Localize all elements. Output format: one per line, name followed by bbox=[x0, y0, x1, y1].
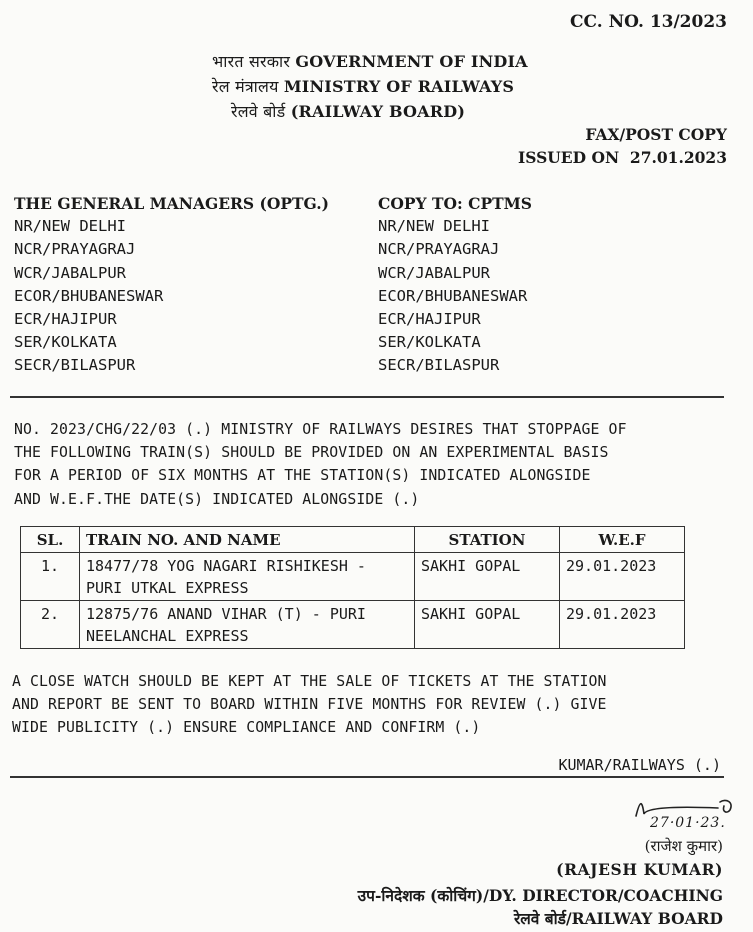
list-item: ECOR/BHUBANESWAR bbox=[378, 286, 528, 305]
issued-on bbox=[518, 148, 727, 167]
list-item: SECR/BILASPUR bbox=[14, 356, 136, 375]
table-row bbox=[21, 553, 685, 601]
cell-wef: 29.01.2023 bbox=[560, 553, 685, 601]
list-item: NR/NEW DELHI bbox=[378, 217, 490, 236]
issued-label: ISSUED ON bbox=[517, 148, 620, 167]
list-item: NR/NEW DELHI bbox=[14, 217, 126, 236]
list-item: ECR/HAJIPUR bbox=[14, 310, 117, 329]
divider-bottom bbox=[10, 776, 724, 778]
cell-station: SAKHI GOPAL bbox=[415, 601, 560, 649]
header-railway-board: (RAILWAY BOARD) bbox=[290, 102, 466, 121]
list-item: NCR/PRAYAGRAJ bbox=[378, 240, 500, 259]
header-govt-of-india: GOVERNMENT OF INDIA bbox=[295, 52, 528, 71]
list-item: WCR/JABALPUR bbox=[378, 263, 490, 282]
paragraph-line: A CLOSE WATCH SHOULD BE KEPT AT THE SALE OF TICKETS AT THE STATION bbox=[12, 673, 607, 690]
signatory-office: रेलवे बोर्ड/RAILWAY BOARD bbox=[513, 909, 723, 928]
signatory-name: (RAJESH KUMAR) bbox=[556, 860, 723, 879]
paragraph-line: THE FOLLOWING TRAIN(S) SHOULD BE PROVIDED ON AN EXPERIMENTAL BASIS bbox=[14, 444, 609, 462]
paragraph-line: AND REPORT BE SENT TO BOARD WITHIN FIVE MONTHS FOR REVIEW (.) GIVE bbox=[12, 696, 607, 714]
header-line-3 bbox=[231, 100, 465, 122]
divider-top bbox=[10, 396, 724, 398]
col-header-sl: SL. bbox=[21, 527, 80, 553]
cell-train bbox=[80, 601, 415, 649]
header-hindi-govt: भारत सरकार bbox=[212, 52, 291, 71]
fax-post-copy: FAX/POST COPY bbox=[585, 125, 727, 144]
col-header-station: STATION bbox=[415, 527, 560, 553]
col-header-train: TRAIN NO. AND NAME bbox=[80, 527, 415, 553]
header-hindi-ministry: रेल मंत्रालय bbox=[212, 77, 279, 96]
list-item: SER/KOLKATA bbox=[378, 333, 481, 352]
paragraph-line: AND W.E.F.THE DATE(S) INDICATED ALONGSIDE (.) bbox=[14, 490, 420, 508]
copy-to-list bbox=[378, 192, 532, 378]
paragraph-line: NO. 2023/CHG/22/03 (.) MINISTRY OF RAILWAYS DESIRES THAT STOPPAGE OF bbox=[14, 421, 627, 438]
train-name-line: NEELANCHAL EXPRESS bbox=[86, 627, 249, 645]
table-header-row bbox=[21, 527, 685, 553]
signatory-designation: उप-निदेशक (कोचिंग)/DY. DIRECTOR/COACHING bbox=[357, 886, 723, 905]
train-name-line: 12875/76 ANAND VIHAR (T) - PURI bbox=[86, 605, 366, 623]
body-paragraph-1 bbox=[14, 418, 627, 511]
list-item: SECR/BILASPUR bbox=[378, 356, 500, 375]
list-item: SER/KOLKATA bbox=[14, 333, 117, 352]
cell-train bbox=[80, 553, 415, 601]
circular-number: CC. NO. 13/2023 bbox=[570, 12, 727, 32]
cell-station: SAKHI GOPAL bbox=[415, 553, 560, 601]
cell-sl: 2. bbox=[21, 601, 80, 649]
to-addressee-list bbox=[14, 192, 329, 378]
list-item: ECR/HAJIPUR bbox=[378, 310, 481, 329]
list-item: WCR/JABALPUR bbox=[14, 263, 126, 282]
table-row bbox=[21, 601, 685, 649]
train-name-line: 18477/78 YOG NAGARI RISHIKESH - bbox=[86, 557, 366, 575]
body-paragraph-2 bbox=[12, 670, 607, 740]
to-heading: THE GENERAL MANAGERS (OPTG.) bbox=[14, 194, 329, 213]
header-line-2 bbox=[212, 75, 514, 97]
train-table bbox=[20, 526, 685, 649]
col-header-wef: W.E.F bbox=[560, 527, 685, 553]
train-name-line: PURI UTKAL EXPRESS bbox=[86, 579, 249, 597]
header-ministry-of-railways: MINISTRY OF RAILWAYS bbox=[283, 77, 515, 96]
sender-line: KUMAR/RAILWAYS (.) bbox=[558, 756, 721, 774]
list-item: ECOR/BHUBANESWAR bbox=[14, 286, 164, 305]
cell-sl: 1. bbox=[21, 553, 80, 601]
handwritten-date: 27·01·23. bbox=[650, 815, 726, 831]
copy-to-heading: COPY TO: CPTMS bbox=[378, 194, 532, 213]
issued-date: 27.01.2023 bbox=[629, 148, 727, 167]
paragraph-line: FOR A PERIOD OF SIX MONTHS AT THE STATION(S) INDICATED ALONGSIDE bbox=[14, 467, 591, 485]
cell-wef: 29.01.2023 bbox=[560, 601, 685, 649]
header-hindi-board: रेलवे बोर्ड bbox=[231, 102, 286, 121]
paragraph-line: WIDE PUBLICITY (.) ENSURE COMPLIANCE AND CONFIRM (.) bbox=[12, 719, 481, 737]
list-item: NCR/PRAYAGRAJ bbox=[14, 240, 136, 259]
header-line-1 bbox=[212, 50, 528, 72]
signatory-name-hindi: (राजेश कुमार) bbox=[644, 837, 723, 855]
